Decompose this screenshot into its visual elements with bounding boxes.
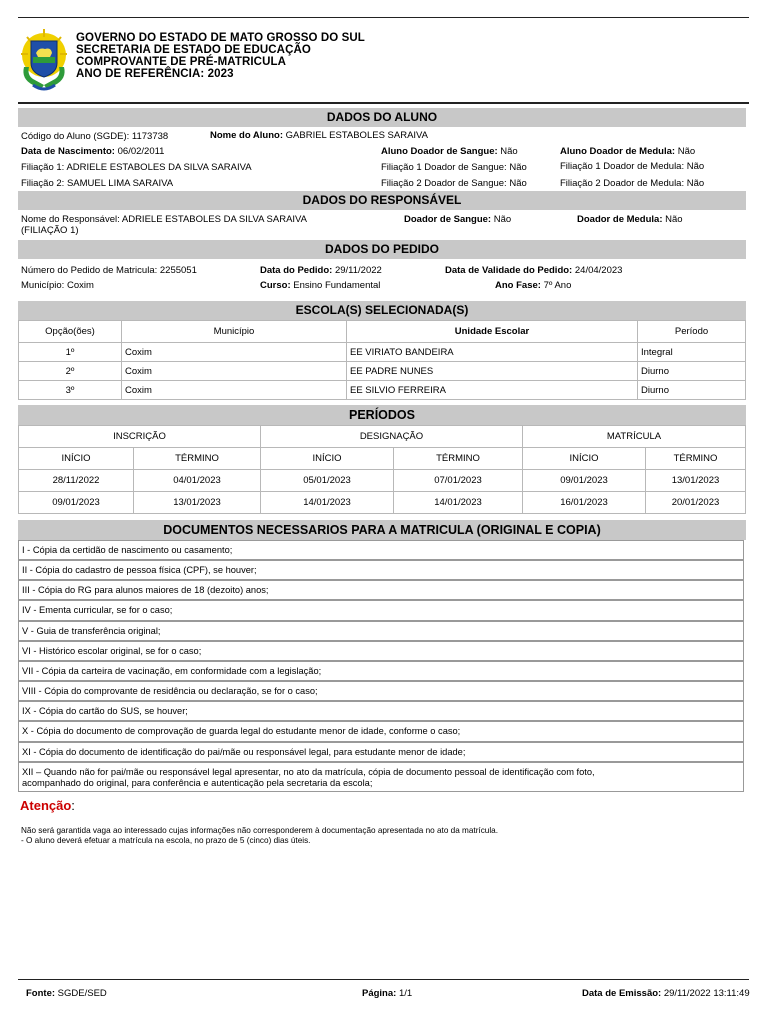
periodos-sub-termino: TÉRMINO — [646, 448, 746, 470]
list-item: III - Cópia do RG para alunos maiores de 18 (dezoito) anos; — [18, 580, 744, 600]
pedido-ano-fase — [495, 280, 571, 291]
list-item: I - Cópia da certidão de nascimento ou casamento; — [18, 540, 744, 560]
filiacao-2 — [21, 178, 173, 189]
pedido-ano-label: Ano Fase: — [495, 280, 541, 291]
atencao-line-2: - O aluno deverá efetuar a matrícula na escola, no prazo de 5 (cinco) dias úteis. — [21, 836, 311, 845]
filiacao2-label: Filiação 2: — [21, 178, 65, 189]
section-dados-responsavel: DADOS DO RESPONSÁVEL — [18, 191, 746, 210]
periodo-cell: 14/01/2023 — [394, 492, 523, 514]
filiacao-1 — [21, 162, 252, 173]
periodo-cell: 09/01/2023 — [19, 492, 134, 514]
responsavel-doador-sangue — [404, 214, 511, 225]
escolas-table — [18, 320, 746, 400]
atencao-title-text: Atenção — [20, 798, 72, 813]
filiacao2-doador-sangue — [381, 178, 527, 189]
pedido-curso-label: Curso: — [260, 280, 291, 291]
nome-label: Nome do Aluno: — [210, 130, 283, 141]
filiacao2-value: SAMUEL LIMA SARAIVA — [66, 178, 174, 189]
aluno-medula-label: Aluno Doador de Medula: — [560, 146, 676, 157]
pedido-municipio-value: Coxim — [66, 280, 94, 291]
escola-periodo: Diurno — [638, 381, 746, 400]
coat-of-arms-icon — [19, 27, 69, 93]
footer-pagina — [362, 988, 412, 999]
periodos-group-designacao: DESIGNAÇÃO — [261, 426, 523, 448]
filiacao1-label: Filiação 1: — [21, 162, 65, 173]
escola-municipio: Coxim — [122, 362, 347, 381]
table-row — [19, 343, 746, 362]
periodo-cell: 07/01/2023 — [394, 470, 523, 492]
periodos-sub-inicio: INÍCIO — [523, 448, 646, 470]
resp-sangue-value: Não — [493, 214, 512, 225]
table-row — [19, 492, 746, 514]
resp-medula-value: Não — [665, 214, 683, 225]
responsavel-nome — [21, 214, 307, 225]
escola-municipio: Coxim — [122, 343, 347, 362]
section-periodos: PERÍODOS — [18, 405, 746, 425]
nome-aluno — [210, 130, 428, 141]
aluno-sangue-label: Aluno Doador de Sangue: — [381, 146, 498, 157]
f2-sangue-value: Não — [509, 178, 527, 189]
escolas-header-row — [19, 321, 746, 343]
escola-unidade: EE SILVIO FERREIRA — [347, 381, 638, 400]
footer-fonte — [26, 988, 107, 999]
aluno-medula-value: Não — [677, 146, 696, 157]
codigo-label: Código do Aluno (SGDE): — [21, 131, 130, 142]
resp-medula-label: Doador de Medula: — [577, 214, 663, 225]
escolas-header-unidade: Unidade Escolar — [347, 321, 638, 343]
periodo-cell: 28/11/2022 — [19, 470, 134, 492]
escola-unidade: EE VIRIATO BANDEIRA — [347, 343, 638, 362]
emissao-label: Data de Emissão: — [582, 988, 662, 999]
periodos-sub-termino: TÉRMINO — [134, 448, 261, 470]
pedido-municipio-label: Município: — [21, 280, 65, 291]
nasc-value: 06/02/2011 — [117, 146, 165, 157]
escola-municipio: Coxim — [122, 381, 347, 400]
periodo-cell: 16/01/2023 — [523, 492, 646, 514]
atencao-colon: : — [71, 798, 75, 813]
table-row — [19, 362, 746, 381]
filiacao1-doador-sangue — [381, 162, 527, 173]
aluno-doador-sangue — [381, 146, 518, 157]
aluno-doador-medula — [560, 146, 695, 157]
resp-nome-value: ADRIELE ESTABOLES DA SILVA SARAIVA — [121, 214, 308, 225]
f1-sangue-label: Filiação 1 Doador de Sangue: — [381, 162, 507, 173]
header-block — [76, 32, 365, 80]
pedido-numero — [21, 265, 197, 276]
periodo-cell: 13/01/2023 — [646, 470, 746, 492]
pedido-numero-label: Número do Pedido de Matricula: — [21, 265, 158, 276]
pedido-validade-value: 24/04/2023 — [574, 265, 623, 276]
section-dados-aluno: DADOS DO ALUNO — [18, 108, 746, 127]
section-dados-pedido: DADOS DO PEDIDO — [18, 240, 746, 259]
atencao-title — [20, 798, 75, 813]
f1-medula-label: Filiação 1 Doador de Medula: — [560, 161, 685, 172]
item12-line2: acompanhado do original, para conferência e autenticação pela secretaria da escola; — [22, 778, 373, 788]
periodo-cell: 13/01/2023 — [134, 492, 261, 514]
periodos-sub-termino: TÉRMINO — [394, 448, 523, 470]
pedido-data-label: Data do Pedido: — [260, 265, 333, 276]
list-item: IX - Cópia do cartão do SUS, se houver; — [18, 701, 744, 721]
header-line-1: GOVERNO DO ESTADO DE MATO GROSSO DO SUL — [76, 32, 365, 44]
codigo-aluno — [21, 131, 168, 142]
table-row — [19, 470, 746, 492]
periodos-group-matricula: MATRÍCULA — [523, 426, 746, 448]
header-line-3: COMPROVANTE DE PRÉ-MATRICULA — [76, 56, 287, 68]
pedido-validade-label: Data de Validade do Pedido: — [445, 265, 573, 276]
periodos-group-inscricao: INSCRIÇÃO — [19, 426, 261, 448]
f1-sangue-value: Não — [509, 162, 527, 173]
escola-periodo: Integral — [638, 343, 746, 362]
aluno-sangue-value: Não — [500, 146, 518, 157]
resp-sangue-label: Doador de Sangue: — [404, 214, 492, 225]
pedido-validade — [445, 265, 622, 276]
list-item: IV - Ementa curricular, se for o caso; — [18, 600, 744, 621]
header-rule — [18, 102, 749, 104]
nasc-label: Data de Nascimento: — [21, 146, 115, 157]
periodos-table — [18, 425, 746, 514]
escolas-header-municipio: Município — [122, 321, 347, 343]
pedido-data-value: 29/11/2022 — [334, 265, 382, 276]
escola-unidade: EE PADRE NUNES — [347, 362, 638, 381]
item12-line1: XII – Quando não for pai/mãe ou responsável legal apresentar, no ato da matrícula, cópia de documento pessoal de identificação com foto, — [22, 767, 595, 777]
filiacao2-doador-medula — [560, 178, 704, 189]
f2-medula-label: Filiação 2 Doador de Medula: — [560, 178, 685, 189]
filiacao1-value: ADRIELE ESTABOLES DA SILVA SARAIVA — [66, 162, 252, 173]
footer-emissao — [582, 988, 750, 999]
list-item: XI - Cópia do documento de identificação do pai/mãe ou responsável legal, para estudante menor de idade; — [18, 742, 744, 762]
table-row — [19, 381, 746, 400]
f2-medula-value: Não — [686, 178, 705, 189]
pedido-ano-value: 7º Ano — [543, 280, 572, 291]
periodos-sub-inicio: INÍCIO — [19, 448, 134, 470]
fonte-label: Fonte: — [26, 988, 56, 999]
list-item: V - Guia de transferência original; — [18, 621, 744, 641]
escolas-header-opcao: Opção(ões) — [19, 321, 122, 343]
list-item: VII - Cópia da carteira de vacinação, em conformidade com a legislação; — [18, 661, 744, 681]
pedido-curso-value: Ensino Fundamental — [293, 280, 381, 291]
responsavel-nome-extra: (FILIAÇÃO 1) — [21, 225, 79, 236]
escola-opcao: 2º — [19, 362, 122, 381]
resp-nome-label: Nome do Responsável: — [21, 214, 120, 225]
pedido-curso — [260, 280, 380, 291]
footer-rule — [18, 979, 749, 980]
data-nascimento — [21, 146, 164, 157]
periodos-sub-inicio: INÍCIO — [261, 448, 394, 470]
periodo-cell: 04/01/2023 — [134, 470, 261, 492]
escola-opcao: 1º — [19, 343, 122, 362]
pedido-data — [260, 265, 382, 276]
responsavel-doador-medula — [577, 214, 683, 225]
filiacao1-doador-medula — [560, 161, 704, 172]
header-line-4: ANO DE REFERÊNCIA: 2023 — [76, 68, 234, 80]
header-line-2: SECRETARIA DE ESTADO DE EDUCAÇÃO — [76, 44, 311, 56]
pedido-municipio — [21, 280, 94, 291]
codigo-value: 1173738 — [131, 131, 169, 142]
periodo-cell: 05/01/2023 — [261, 470, 394, 492]
top-rule — [18, 17, 749, 18]
escolas-header-periodo: Período — [638, 321, 746, 343]
escola-periodo: Diurno — [638, 362, 746, 381]
escola-opcao: 3º — [19, 381, 122, 400]
nome-value: GABRIEL ESTABOLES SARAIVA — [285, 130, 429, 141]
f1-medula-value: Não — [686, 161, 705, 172]
periodo-cell: 14/01/2023 — [261, 492, 394, 514]
atencao-text — [21, 826, 498, 846]
section-documentos: DOCUMENTOS NECESSARIOS PARA A MATRICULA (ORIGINAL E COPIA) — [18, 520, 746, 540]
periodos-subheader-row — [19, 448, 746, 470]
pedido-numero-value: 2255051 — [159, 265, 197, 276]
list-item: VIII - Cópia do comprovante de residência ou declaração, se for o caso; — [18, 681, 744, 701]
pagina-value: 1/1 — [398, 988, 413, 999]
periodos-group-row — [19, 426, 746, 448]
list-item: VI - Histórico escolar original, se for o caso; — [18, 641, 744, 661]
atencao-line-1: Não será garantida vaga ao interessado cujas informações não corresponderem à documentação apresentada no ato da matrícula. — [21, 826, 498, 835]
list-item — [18, 762, 744, 792]
emissao-value: 29/11/2022 13:11:49 — [663, 988, 750, 999]
fonte-value: SGDE/SED — [57, 988, 107, 999]
f2-sangue-label: Filiação 2 Doador de Sangue: — [381, 178, 507, 189]
section-escolas: ESCOLA(S) SELECIONADA(S) — [18, 301, 746, 320]
periodo-cell: 20/01/2023 — [646, 492, 746, 514]
periodo-cell: 09/01/2023 — [523, 470, 646, 492]
list-item: II - Cópia do cadastro de pessoa física (CPF), se houver; — [18, 560, 744, 580]
list-item: X - Cópia do documento de comprovação de guarda legal do estudante menor de idade, conforme o caso; — [18, 721, 744, 742]
pagina-label: Página: — [362, 988, 397, 999]
